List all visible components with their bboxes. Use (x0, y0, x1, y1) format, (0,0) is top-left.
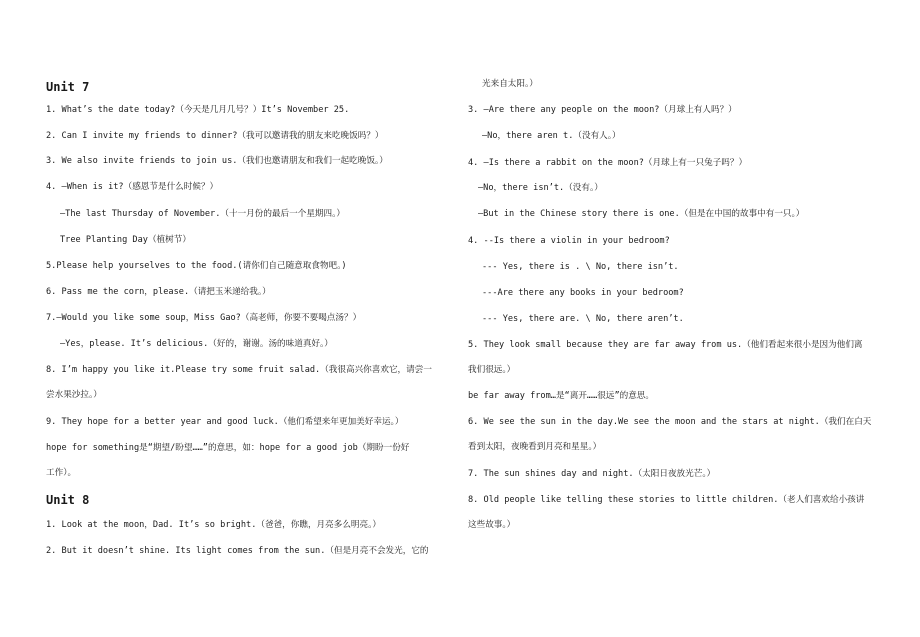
text-line: —Yes，please. It’s delicious.（好的，谢谢。汤的味道真好。） (60, 339, 333, 349)
text-line: --- Yes, there are. \ No, there aren’t. (482, 314, 684, 324)
text-line: Tree Planting Day（植树节） (60, 235, 191, 245)
text-line: 3. —Are there any people on the moon?（月球上有人吗？） (468, 105, 737, 115)
text-line: 8. I’m happy you like it.Please try some fruit salad.（我很高兴你喜欢它，请尝一 (46, 365, 432, 375)
text-line: —No，there isn’t.（没有。） (478, 183, 603, 193)
text-line: 5.Please help yourselves to the food.(请你们自己随意取食物吧。) (46, 261, 347, 271)
text-line: 6. Pass me the corn，please.（请把玉米递给我。） (46, 287, 271, 297)
text-line: 2. But it doesn’t shine. Its light comes from the sun.（但是月亮不会发光，它的 (46, 546, 429, 556)
text-line: 1. Look at the moon，Dad. It’s so bright.（爸爸，你瞧，月亮多么明亮。） (46, 520, 381, 530)
text-line: 4. —When is it?（感恩节是什么时候？） (46, 182, 219, 192)
text-line: —The last Thursday of November.（十一月份的最后一个星期四。） (60, 209, 345, 219)
text-line: 工作）。 (46, 468, 77, 478)
text-line: 8. Old people like telling these stories to little children.（老人们喜欢给小孩讲 (468, 495, 865, 505)
text-line: ---Are there any books in your bedroom? (482, 288, 684, 298)
text-line: 4. —Is there a rabbit on the moon?（月球上有一只兔子吗？） (468, 158, 748, 168)
text-line: 2. Can I invite my friends to dinner?（我可以邀请我的朋友来吃晚饭吗？） (46, 131, 384, 141)
text-line: 尝水果沙拉。） (46, 390, 102, 400)
text-line: --- Yes, there is . \ No, there isn’t. (482, 262, 679, 272)
text-line: 光来自太阳。） (482, 79, 538, 89)
text-line: —But in the Chinese story there is one.（但是在中国的故事中有一只。） (478, 209, 805, 219)
text-line: 7. The sun shines day and night.（太阳日夜放光芒。） (468, 469, 716, 479)
text-line: 6. We see the sun in the day.We see the moon and the stars at night.（我们在白天 (468, 417, 872, 427)
unit8-heading: Unit 8 (46, 493, 90, 507)
text-line: 1. What’s the date today?（今天是几月几号？）It’s November 25. (46, 105, 350, 115)
text-line: 5. They look small because they are far away from us.（他们看起来很小是因为他们离 (468, 340, 863, 350)
text-line: 9. They hope for a better year and good luck.（他们希望来年更加美好幸运。） (46, 417, 404, 427)
text-line: 我们很远。） (468, 365, 516, 375)
text-line: 7.—Would you like some soup，Miss Gao?（高老师，你要不要喝点汤？） (46, 313, 362, 323)
text-line: be far away from…是“离开……很远”的意思。 (468, 391, 654, 401)
text-line: 4. --Is there a violin in your bedroom? (468, 236, 670, 246)
text-line: 3. We also invite friends to join us.（我们也邀请朋友和我们一起吃晚饭。） (46, 156, 388, 166)
text-line: —No，there aren t.（没有人。） (482, 131, 621, 141)
text-line: 看到太阳，夜晚看到月亮和星星。） (468, 442, 602, 452)
unit7-heading: Unit 7 (46, 80, 90, 94)
text-line: 这些故事。） (468, 520, 516, 530)
text-line: hope for something是“期望/盼望……”的意思，如：hope for a good job（期盼一份好 (46, 443, 410, 453)
